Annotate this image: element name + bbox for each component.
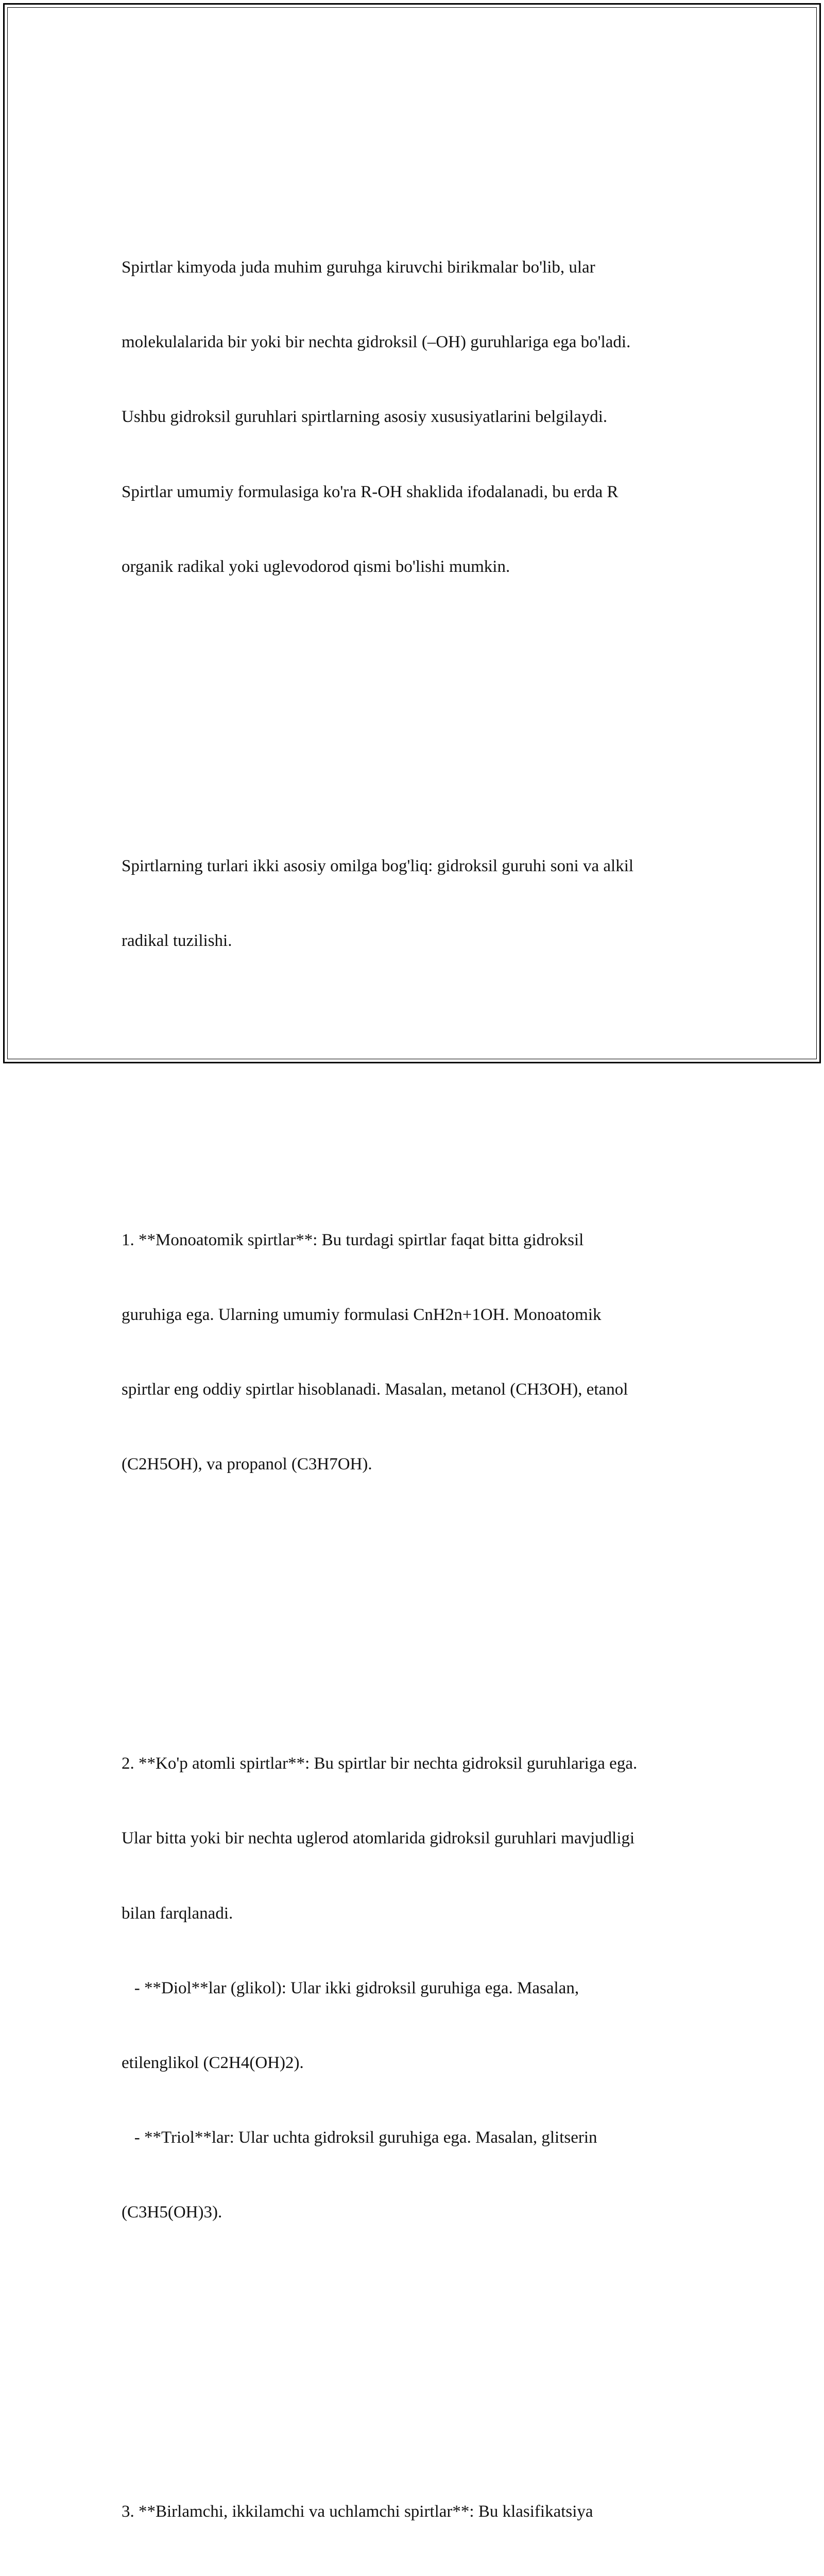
- paragraph-classification: [122, 2449, 714, 2576]
- text-line: Spirtlarning turlari ikki asosiy omilga bog'liq: gidroksil guruhi soni va alkil: [122, 856, 634, 875]
- paragraph-gap: [122, 1053, 714, 1078]
- text-line: etilenglikol (C2H4(OH)2).: [122, 2054, 304, 2072]
- paragraph-monoatomic: [122, 1178, 714, 1527]
- paragraph-polyatomic: [122, 1701, 714, 2275]
- text-line: Ular bitta yoki bir nechta uglerod atomlarida gidroksil guruhlari mavjudligi: [122, 1829, 635, 1848]
- text-line: guruhiga ega. Ularning umumiy formulasi CnH2n+1OH. Monoatomik: [122, 1305, 602, 1324]
- text-line: Spirtlar umumiy formulasiga ko'ra R-OH shaklida ifodalanadi, bu erda R: [122, 482, 619, 501]
- text-line: (C2H5OH), va propanol (C3H7OH).: [122, 1455, 372, 1474]
- text-line: radikal tuzilishi.: [122, 931, 232, 950]
- text-line: spirtlar eng oddiy spirtlar hisoblanadi. Masalan, metanol (CH3OH), etanol: [122, 1380, 628, 1399]
- paragraph-gap: [122, 1577, 714, 1601]
- paragraph-types: [122, 804, 714, 1003]
- text-line: Spirtlar kimyoda juda muhim guruhga kiruvchi birikmalar bo'lib, ular: [122, 258, 595, 277]
- text-line: 2. **Ko'p atomli spirtlar**: Bu spirtlar bir nechta gidroksil guruhlariga ega.: [122, 1754, 638, 1773]
- text-line: organik radikal yoki uglevodorod qismi bo'lishi mumkin.: [122, 557, 510, 576]
- text-line: 1. **Monoatomik spirtlar**: Bu turdagi spirtlar faqat bitta gidroksil: [122, 1230, 584, 1249]
- document-body: [122, 130, 714, 2576]
- text-line: molekulalarida bir yoki bir nechta gidroksil (–OH) guruhlariga ega bo'ladi.: [122, 333, 631, 352]
- paragraph-gap: [122, 679, 714, 704]
- text-line: (C3H5(OH)3).: [122, 2203, 222, 2222]
- text-line: 3. **Birlamchi, ikkilamchi va uchlamchi spirtlar**: Bu klasifikatsiya: [122, 2502, 593, 2521]
- text-line: Ushbu gidroksil guruhlari spirtlarning asosiy xususiyatlarini belgilaydi.: [122, 408, 608, 427]
- paragraph-gap: [122, 2325, 714, 2349]
- text-line: [122, 2574, 714, 2576]
- text-line: - **Triol**lar: Ular uchta gidroksil guruhiga ega. Masalan, glitserin: [122, 2128, 597, 2147]
- text-line: bilan farqlanadi.: [122, 1904, 233, 1923]
- paragraph-intro: [122, 205, 714, 629]
- text-line: - **Diol**lar (glikol): Ular ikki gidroksil guruhiga ega. Masalan,: [122, 1978, 579, 1997]
